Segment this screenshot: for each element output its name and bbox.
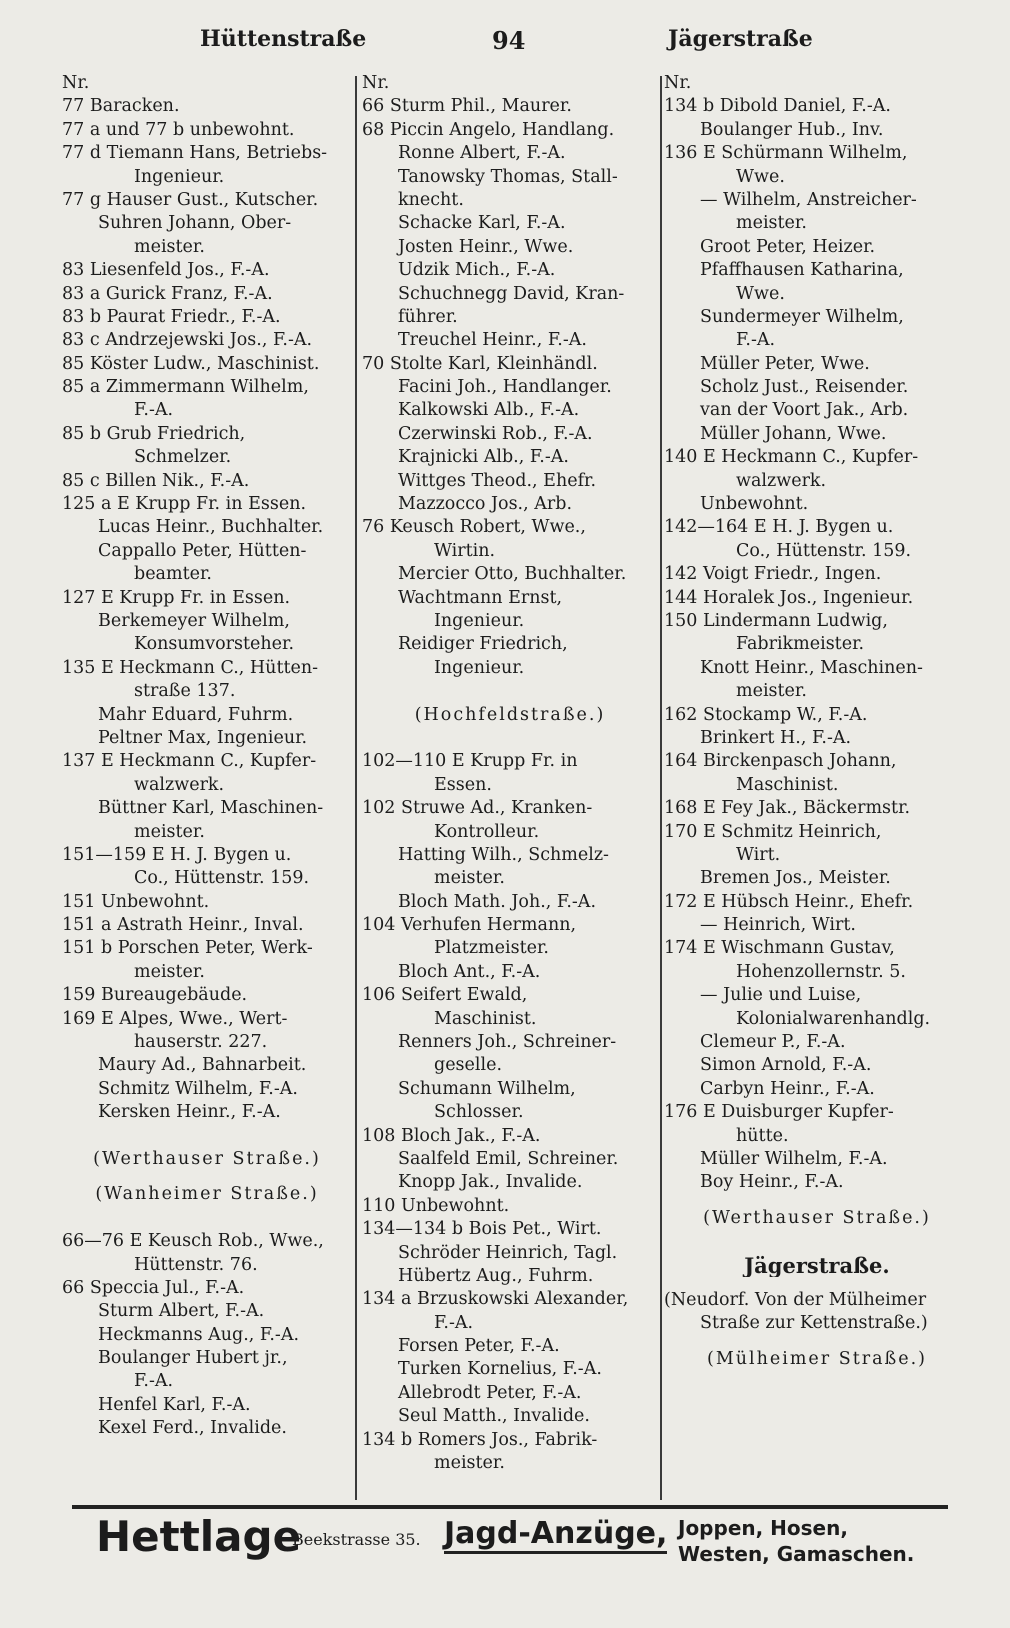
entry-line: meister. bbox=[134, 961, 205, 982]
entry-line: 159 Bureaugebäude. bbox=[62, 985, 248, 1006]
entry-line: 85 a Zimmermann Wilhelm, bbox=[62, 377, 309, 398]
entry-line: 134 a Brzuskowski Alexander, bbox=[362, 1289, 629, 1310]
entry-line: walzwerk. bbox=[134, 774, 225, 795]
entry-line: Berkemeyer Wilhelm, bbox=[98, 610, 290, 631]
entry-line: meister. bbox=[434, 1453, 505, 1474]
entry-line: 110 Unbewohnt. bbox=[362, 1195, 510, 1216]
entry-line: Essen. bbox=[434, 774, 492, 795]
entry-line: Wachtmann Ernst, bbox=[398, 587, 563, 608]
entry-line: Schlosser. bbox=[434, 1102, 524, 1123]
entry-line: Fabrikmeister. bbox=[736, 634, 865, 655]
entry-line: 162 Stockamp W., F.-A. bbox=[664, 704, 868, 725]
entry-line: 106 Seifert Ewald, bbox=[362, 985, 528, 1006]
entry-line: 137 E Heckmann C., Kupfer- bbox=[62, 751, 317, 772]
entry-line: Wirt. bbox=[736, 844, 781, 865]
entry-line: Suhren Johann, Ober- bbox=[98, 213, 292, 234]
advertisement bbox=[72, 1510, 948, 1580]
entry-line: Boy Heinr., F.-A. bbox=[700, 1172, 844, 1193]
entry-line: Sundermeyer Wilhelm, bbox=[700, 306, 904, 327]
entry-line: Müller Johann, Wwe. bbox=[700, 423, 887, 444]
entry-line: 76 Keusch Robert, Wwe., bbox=[362, 517, 586, 538]
entry-line: 85 b Grub Friedrich, bbox=[62, 423, 246, 444]
entry-line: Peltner Max, Ingenieur. bbox=[98, 727, 308, 748]
entry-line: Treuchel Heinr., F.-A. bbox=[398, 330, 587, 351]
entry-line: Maschinist. bbox=[736, 774, 839, 795]
entry-line: Allebrodt Peter, F.-A. bbox=[398, 1382, 582, 1403]
entry-line: Cappallo Peter, Hütten- bbox=[98, 540, 307, 561]
entry-line: Wirtin. bbox=[434, 540, 496, 561]
entry-line: 134 b Dibold Daniel, F.-A. bbox=[664, 96, 891, 117]
entry-line: Büttner Karl, Maschinen- bbox=[98, 798, 324, 819]
entry-line: — Wilhelm, Anstreicher- bbox=[700, 189, 917, 210]
entry-line: Lucas Heinr., Buchhalter. bbox=[98, 517, 324, 538]
entry-line: Brinkert H., F.-A. bbox=[700, 727, 852, 748]
entry-line: Bremen Jos., Meister. bbox=[700, 868, 891, 889]
entry-line: 140 E Heckmann C., Kupfer- bbox=[664, 447, 919, 468]
entry-line: 151 Unbewohnt. bbox=[62, 891, 210, 912]
entry-line: Boulanger Hubert jr., bbox=[98, 1348, 288, 1369]
entry-line: Hatting Wilh., Schmelz- bbox=[398, 844, 609, 865]
entry-line: Platzmeister. bbox=[434, 938, 549, 959]
entry-line: Krajnicki Alb., F.-A. bbox=[398, 447, 569, 468]
entry-line: Kalkowski Alb., F.-A. bbox=[398, 400, 580, 421]
entry-line: Pfaffhausen Katharina, bbox=[700, 260, 904, 281]
entry-line: Ingenieur. bbox=[134, 166, 225, 187]
entry-line: meister. bbox=[736, 681, 807, 702]
entry-line: Scholz Just., Reisender. bbox=[700, 377, 909, 398]
street-heading: (Werthauser Straße.) bbox=[703, 1207, 931, 1228]
entry-line: Kontrolleur. bbox=[434, 821, 540, 842]
entry-line: geselle. bbox=[434, 1055, 503, 1076]
column-left bbox=[62, 72, 352, 1441]
entry-line: Unbewohnt. bbox=[700, 494, 809, 515]
entry-line: 135 E Heckmann C., Hütten- bbox=[62, 657, 319, 678]
entry-line: Turken Kornelius, F.-A. bbox=[398, 1359, 602, 1380]
entry-line: meister. bbox=[434, 868, 505, 889]
entry-line: 70 Stolte Karl, Kleinhändl. bbox=[362, 353, 598, 374]
entry-line: Maschinist. bbox=[434, 1008, 537, 1029]
entry-line: Schuchnegg David, Kran- bbox=[398, 283, 625, 304]
header-street-right: Jägerstraße bbox=[668, 26, 813, 52]
entry-line: 144 Horalek Jos., Ingenieur. bbox=[664, 587, 914, 608]
entry-line: Renners Joh., Schreiner- bbox=[398, 1032, 617, 1053]
entry-line: 176 E Duisburger Kupfer- bbox=[664, 1102, 894, 1123]
entry-line: 77 d Tiemann Hans, Betriebs- bbox=[62, 143, 328, 164]
entry-line: Nr. bbox=[362, 73, 390, 93]
entry-line: 174 E Wischmann Gustav, bbox=[664, 938, 895, 959]
advertiser-name: Hettlage bbox=[96, 1512, 302, 1561]
entry-line: 142 Voigt Friedr., Ingen. bbox=[664, 564, 882, 585]
entry-line: 77 a und 77 b unbewohnt. bbox=[62, 119, 295, 140]
entry-line: 150 Lindermann Ludwig, bbox=[664, 610, 888, 631]
entry-line: Forsen Peter, F.-A. bbox=[398, 1336, 560, 1357]
entry-line: Ingenieur. bbox=[434, 610, 525, 631]
entry-line: Reidiger Friedrich, bbox=[398, 634, 568, 655]
street-heading: (Wanheimer Straße.) bbox=[95, 1184, 319, 1205]
entry-line: Wwe. bbox=[736, 283, 785, 304]
entry-line: 102—110 E Krupp Fr. in bbox=[362, 751, 578, 772]
entry-line: Nr. bbox=[664, 73, 692, 93]
entry-line: 151—159 E H. J. Bygen u. bbox=[62, 844, 292, 865]
entry-line: 170 E Schmitz Heinrich, bbox=[664, 821, 882, 842]
entry-line: 83 c Andrzejewski Jos., F.-A. bbox=[62, 330, 313, 351]
entry-line: 108 Bloch Jak., F.-A. bbox=[362, 1125, 541, 1146]
entry-line: 83 b Paurat Friedr., F.-A. bbox=[62, 306, 281, 327]
entry-line: Co., Hüttenstr. 159. bbox=[736, 540, 912, 561]
entry-line: 85 Köster Ludw., Maschinist. bbox=[62, 353, 320, 374]
entry-line: Ronne Albert, F.-A. bbox=[398, 143, 566, 164]
entry-line: 77 Baracken. bbox=[62, 96, 180, 117]
entry-line: F.-A. bbox=[134, 400, 174, 421]
entry-line: Mazzocco Jos., Arb. bbox=[398, 494, 573, 515]
entry-line: Wwe. bbox=[736, 166, 785, 187]
entry-line: 168 E Fey Jak., Bäckermstr. bbox=[664, 798, 911, 819]
entry-line: Czerwinski Rob., F.-A. bbox=[398, 423, 593, 444]
entry-line: Groot Peter, Heizer. bbox=[700, 236, 876, 257]
entry-line: Carbyn Heinr., F.-A. bbox=[700, 1078, 875, 1099]
entry-line: 68 Piccin Angelo, Handlang. bbox=[362, 119, 615, 140]
footer-divider bbox=[72, 1505, 948, 1509]
entry-line: Bloch Math. Joh., F.-A. bbox=[398, 891, 597, 912]
entry-line: hütte. bbox=[736, 1125, 789, 1146]
entry-line: 142—164 E H. J. Bygen u. bbox=[664, 517, 894, 538]
entry-line: Kolonialwarenhandlg. bbox=[736, 1008, 931, 1029]
street-heading: (Werthauser Straße.) bbox=[93, 1148, 321, 1169]
entry-line: Clemeur P., F.-A. bbox=[700, 1032, 846, 1053]
entry-line: 127 E Krupp Fr. in Essen. bbox=[62, 587, 291, 608]
entry-line: 151 a Astrath Heinr., Inval. bbox=[62, 915, 304, 936]
street-description: Straße zur Kettenstraße.) bbox=[700, 1313, 928, 1334]
entry-line: Konsumvorsteher. bbox=[134, 634, 295, 655]
street-heading: (Mülheimer Straße.) bbox=[707, 1348, 927, 1369]
entry-line: meister. bbox=[134, 236, 205, 257]
entry-line: Wittges Theod., Ehefr. bbox=[398, 470, 597, 491]
entry-line: 83 Liesenfeld Jos., F.-A. bbox=[62, 260, 270, 281]
entry-line: Heckmanns Aug., F.-A. bbox=[98, 1324, 300, 1345]
entry-line: Schmelzer. bbox=[134, 447, 232, 468]
entry-line: 77 g Hauser Gust., Kutscher. bbox=[62, 189, 319, 210]
street-heading: (Hochfeldstraße.) bbox=[414, 704, 606, 725]
entry-line: Udzik Mich., F.-A. bbox=[398, 260, 556, 281]
ad-products: Joppen, Hosen, bbox=[678, 1516, 848, 1540]
entry-line: Tanowsky Thomas, Stall- bbox=[398, 166, 618, 187]
entry-line: Kexel Ferd., Invalide. bbox=[98, 1418, 287, 1439]
entry-line: Knopp Jak., Invalide. bbox=[398, 1172, 583, 1193]
ad-headline: Jagd-Anzüge, bbox=[444, 1516, 667, 1554]
entry-line: knecht. bbox=[398, 189, 464, 210]
entry-line: Simon Arnold, F.-A. bbox=[700, 1055, 872, 1076]
entry-line: — Julie und Luise, bbox=[700, 985, 862, 1006]
entry-line: 102 Struwe Ad., Kranken- bbox=[362, 798, 593, 819]
entry-line: F.-A. bbox=[434, 1312, 474, 1333]
entry-line: Schmitz Wilhelm, F.-A. bbox=[98, 1078, 298, 1099]
entry-line: 164 Birckenpasch Johann, bbox=[664, 751, 897, 772]
column-divider bbox=[660, 76, 662, 1500]
entry-line: — Heinrich, Wirt. bbox=[700, 915, 856, 936]
entry-line: 134 b Romers Jos., Fabrik- bbox=[362, 1429, 598, 1450]
entry-line: F.-A. bbox=[134, 1371, 174, 1392]
column-right bbox=[664, 72, 970, 1371]
header-street-left: Hüttenstraße bbox=[200, 26, 367, 52]
entry-line: Müller Peter, Wwe. bbox=[700, 353, 870, 374]
entry-line: Saalfeld Emil, Schreiner. bbox=[398, 1148, 619, 1169]
entry-line: beamter. bbox=[134, 564, 212, 585]
entry-line: hauserstr. 227. bbox=[134, 1032, 268, 1053]
entry-line: 172 E Hübsch Heinr., Ehefr. bbox=[664, 891, 914, 912]
column-middle bbox=[362, 72, 658, 1475]
entry-line: Maury Ad., Bahnarbeit. bbox=[98, 1055, 307, 1076]
entry-line: meister. bbox=[736, 213, 807, 234]
entry-line: 125 a E Krupp Fr. in Essen. bbox=[62, 494, 307, 515]
entry-line: Bloch Ant., F.-A. bbox=[398, 961, 541, 982]
entry-line: 134—134 b Bois Pet., Wirt. bbox=[362, 1219, 602, 1240]
entry-line: 104 Verhufen Hermann, bbox=[362, 915, 577, 936]
entry-line: führer. bbox=[398, 306, 458, 327]
entry-line: Knott Heinr., Maschinen- bbox=[700, 657, 923, 678]
column-divider bbox=[355, 76, 357, 1500]
entry-line: Ingenieur. bbox=[434, 657, 525, 678]
entry-line: Schumann Wilhelm, bbox=[398, 1078, 576, 1099]
entry-line: Sturm Albert, F.-A. bbox=[98, 1301, 265, 1322]
entry-line: 83 a Gurick Franz, F.-A. bbox=[62, 283, 273, 304]
street-description: (Neudorf. Von der Mülheimer bbox=[664, 1289, 927, 1310]
entry-line: meister. bbox=[134, 821, 205, 842]
entry-line: Mercier Otto, Buchhalter. bbox=[398, 564, 627, 585]
entry-line: 66 Sturm Phil., Maurer. bbox=[362, 96, 572, 117]
entry-line: 151 b Porschen Peter, Werk- bbox=[62, 938, 313, 959]
entry-line: Hohenzollernstr. 5. bbox=[736, 961, 906, 982]
entry-line: Hüttenstr. 76. bbox=[134, 1254, 258, 1275]
entry-line: Josten Heinr., Wwe. bbox=[398, 236, 574, 257]
entry-line: 66—76 E Keusch Rob., Wwe., bbox=[62, 1231, 324, 1252]
entry-line: van der Voort Jak., Arb. bbox=[700, 400, 909, 421]
page-number: 94 bbox=[492, 26, 526, 55]
entry-line: 169 E Alpes, Wwe., Wert- bbox=[62, 1008, 288, 1029]
entry-line: Boulanger Hub., Inv. bbox=[700, 119, 884, 140]
advertiser-address: Beekstrasse 35. bbox=[292, 1530, 421, 1549]
entry-line: Kersken Heinr., F.-A. bbox=[98, 1102, 281, 1123]
entry-line: Mahr Eduard, Fuhrm. bbox=[98, 704, 294, 725]
entry-line: Schacke Karl, F.-A. bbox=[398, 213, 566, 234]
entry-line: Müller Wilhelm, F.-A. bbox=[700, 1148, 888, 1169]
entry-line: Hübertz Aug., Fuhrm. bbox=[398, 1265, 594, 1286]
ad-products: Westen, Gamaschen. bbox=[678, 1542, 915, 1566]
entry-line: Facini Joh., Handlanger. bbox=[398, 377, 612, 398]
entry-line: straße 137. bbox=[134, 681, 236, 702]
entry-line: 66 Speccia Jul., F.-A. bbox=[62, 1277, 245, 1298]
street-title: Jägerstraße. bbox=[744, 1253, 890, 1277]
entry-line: Schröder Heinrich, Tagl. bbox=[398, 1242, 618, 1263]
entry-line: walzwerk. bbox=[736, 470, 827, 491]
entry-line: Co., Hüttenstr. 159. bbox=[134, 868, 310, 889]
entry-line: 85 c Billen Nik., F.-A. bbox=[62, 470, 250, 491]
entry-line: Seul Matth., Invalide. bbox=[398, 1406, 590, 1427]
entry-line: Nr. bbox=[62, 73, 90, 93]
entry-line: Henfel Karl, F.-A. bbox=[98, 1394, 251, 1415]
entry-line: 136 E Schürmann Wilhelm, bbox=[664, 143, 908, 164]
entry-line: F.-A. bbox=[736, 330, 776, 351]
